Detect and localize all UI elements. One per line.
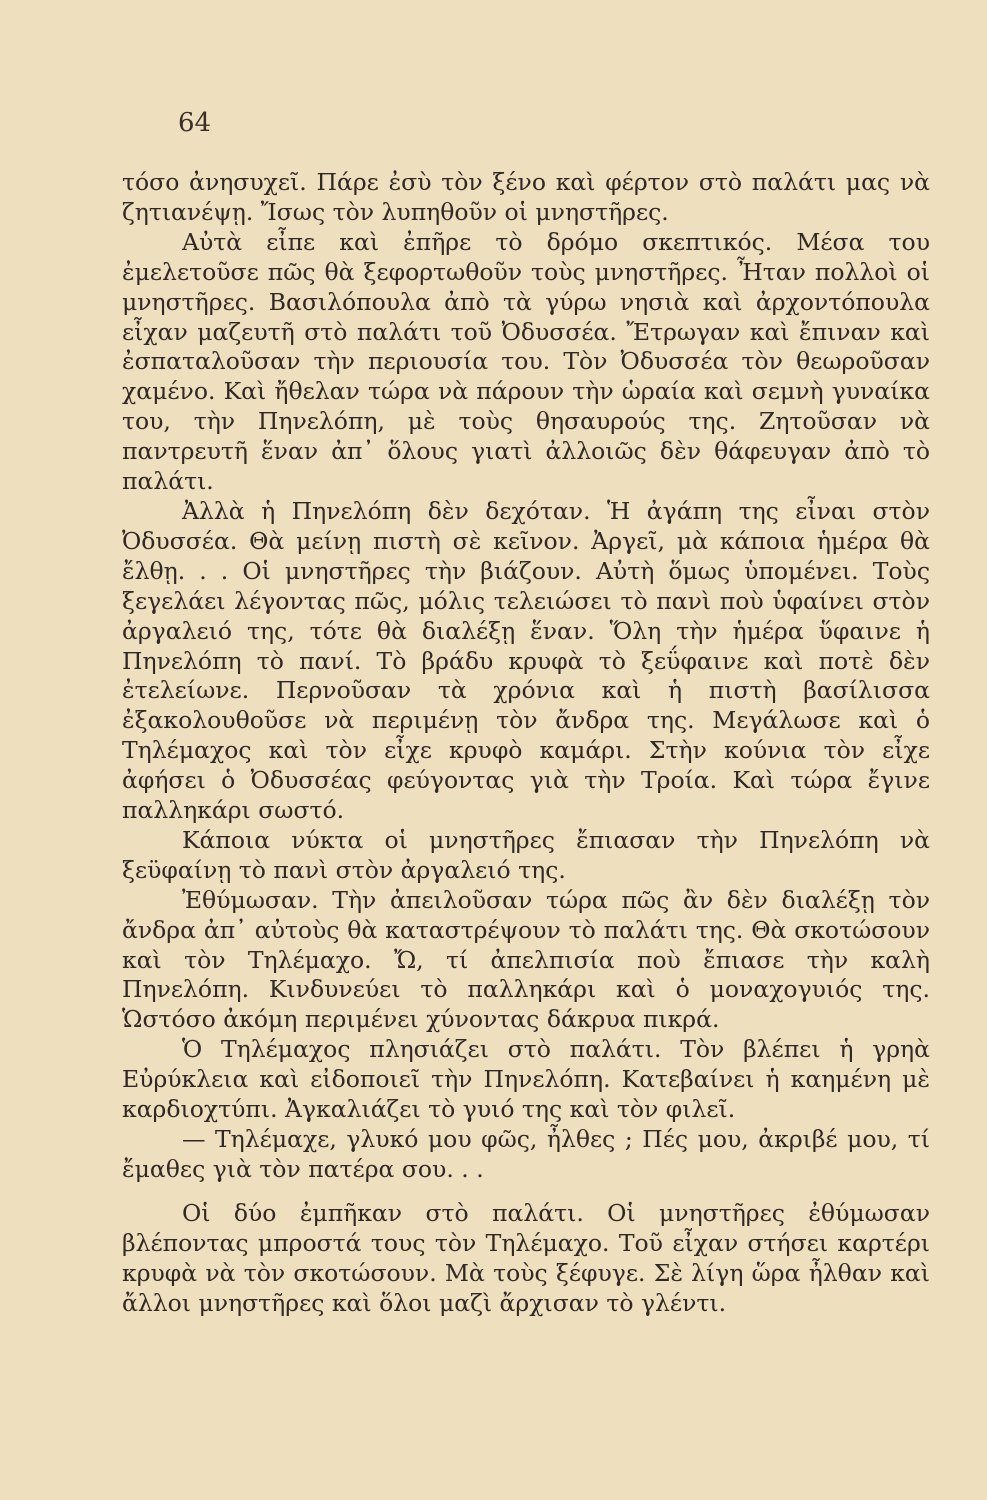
paragraph-4: Κάποια νύκτα οἱ μνηστῆρες ἔπιασαν τὴν Πηνελόπη νὰ ξεϋφαίνῃ τὸ πανὶ στὸν ἀργαλειό της.	[122, 825, 930, 884]
paragraph-8: Οἱ δύο ἐμπῆκαν στὸ παλάτι. Οἱ μνηστῆρες ἐθύμωσαν βλέποντας μπροστά τους τὸν Τηλέμαχο. Τοῦ εἶχαν στήσει καρτέρι κρυφὰ νὰ τὸν σκοτώσουν. Μὰ τοὺς ξέφυγε. Σὲ λίγη ὥρα ἦλθαν καὶ ἄλλοι μνηστῆρες καὶ ὅλοι μαζὶ ἄρχισαν τὸ γλέντι.	[122, 1198, 930, 1317]
page-number: 64	[178, 108, 212, 138]
body-text	[122, 168, 930, 1318]
paragraph-1: τόσο ἀνησυχεῖ. Πάρε ἐσὺ τὸν ξένο καὶ φέρτον στὸ παλάτι μας νὰ ζητιανέψῃ. Ἴσως τὸν λυπηθοῦν οἱ μνηστῆρες.	[122, 168, 930, 226]
paragraph-2: Αὐτὰ εἶπε καὶ ἐπῆρε τὸ δρόμο σκεπτικός. Μέσα του ἐμελετοῦσε πῶς θὰ ξεφορτωθοῦν τοὺς μνηστῆρες. Ἦταν πολλοὶ οἱ μνηστῆρες. Βασιλόπουλα ἀπὸ τὰ γύρω νησιὰ καὶ ἀρχοντόπουλα εἶχαν μαζευτῆ στὸ παλάτι τοῦ Ὀδυσσέα. Ἔτρωγαν καὶ ἔπιναν καὶ ἐσπαταλοῦσαν τὴν περιουσία του. Τὸν Ὀδυσσέα τὸν θεωροῦσαν χαμένο. Καὶ ἤθελαν τώρα νὰ πάρουν τὴν ὡραία καὶ σεμνὴ γυναίκα του, τὴν Πηνελόπη, μὲ τοὺς θησαυρούς της. Ζητοῦσαν νὰ παντρευτῆ ἕναν ἀπ᾿ ὅλους γιατὶ ἀλλοιῶς δὲν θάφευγαν ἀπὸ τὸ παλάτι.	[122, 227, 930, 496]
paragraph-6: Ὁ Τηλέμαχος πλησιάζει στὸ παλάτι. Τὸν βλέπει ἡ γρηὰ Εὐρύκλεια καὶ εἰδοποιεῖ τὴν Πηνελόπη. Κατεβαίνει ἡ καημένη μὲ καρδιοχτύπι. Ἀγκαλιάζει τὸ γυιό της καὶ τὸν φιλεῖ.	[122, 1035, 930, 1124]
paragraph-7: — Τηλέμαχε, γλυκό μου φῶς, ἦλθες ; Πές μου, ἀκριβέ μου, τί ἔμαθες γιὰ τὸν πατέρα σου. . .	[122, 1125, 930, 1183]
paragraph-3: Ἀλλὰ ἡ Πηνελόπη δὲν δεχόταν. Ἡ ἀγάπη της εἶναι στὸν Ὀδυσσέα. Θὰ μείνῃ πιστὴ σὲ κεῖνον. Ἀργεῖ, μὰ κάποια ἡμέρα θὰ ἔλθῃ. . . Οἱ μνηστῆρες τὴν βιάζουν. Αὐτὴ ὅμως ὑπομένει. Τοὺς ξεγελάει λέγοντας πῶς, μόλις τελειώσει τὸ πανὶ ποὺ ὑφαίνει στὸν ἀργαλειό της, τότε θὰ διαλέξῃ ἕναν. Ὅλη τὴν ἡμέρα ὕφαινε ἡ Πηνελόπη τὸ πανί. Τὸ βράδυ κρυφὰ τὸ ξεΰφαινε καὶ ποτὲ δὲν ἐτελείωνε. Περνοῦσαν τὰ χρόνια καὶ ἡ πιστὴ βασίλισσα ἐξακολουθοῦσε νὰ περιμένῃ τὸν ἄνδρα της. Μεγάλωσε καὶ ὁ Τηλέμαχος καὶ τὸν εἶχε κρυφὸ καμάρι. Στὴν κούνια τὸν εἶχε ἀφήσει ὁ Ὀδυσσέας φεύγοντας γιὰ τὴν Τροία. Καὶ τώρα ἔγινε παλληκάρι σωστό.	[122, 496, 930, 825]
paragraph-5: Ἐθύμωσαν. Τὴν ἀπειλοῦσαν τώρα πῶς ἂν δὲν διαλέξῃ τὸν ἄνδρα ἀπ᾿ αὐτοὺς θὰ καταστρέψουν τὸ παλάτι της. Θὰ σκοτώσουν καὶ τὸν Τηλέμαχο. Ὤ, τί ἀπελπισία ποὺ ἔπιασε τὴν καλὴ Πηνελόπη. Κινδυνεύει τὸ παλληκάρι καὶ ὁ μοναχογυιός της. Ὡστόσο ἀκόμη περιμένει χύνοντας δάκρυα πικρά.	[122, 885, 930, 1034]
